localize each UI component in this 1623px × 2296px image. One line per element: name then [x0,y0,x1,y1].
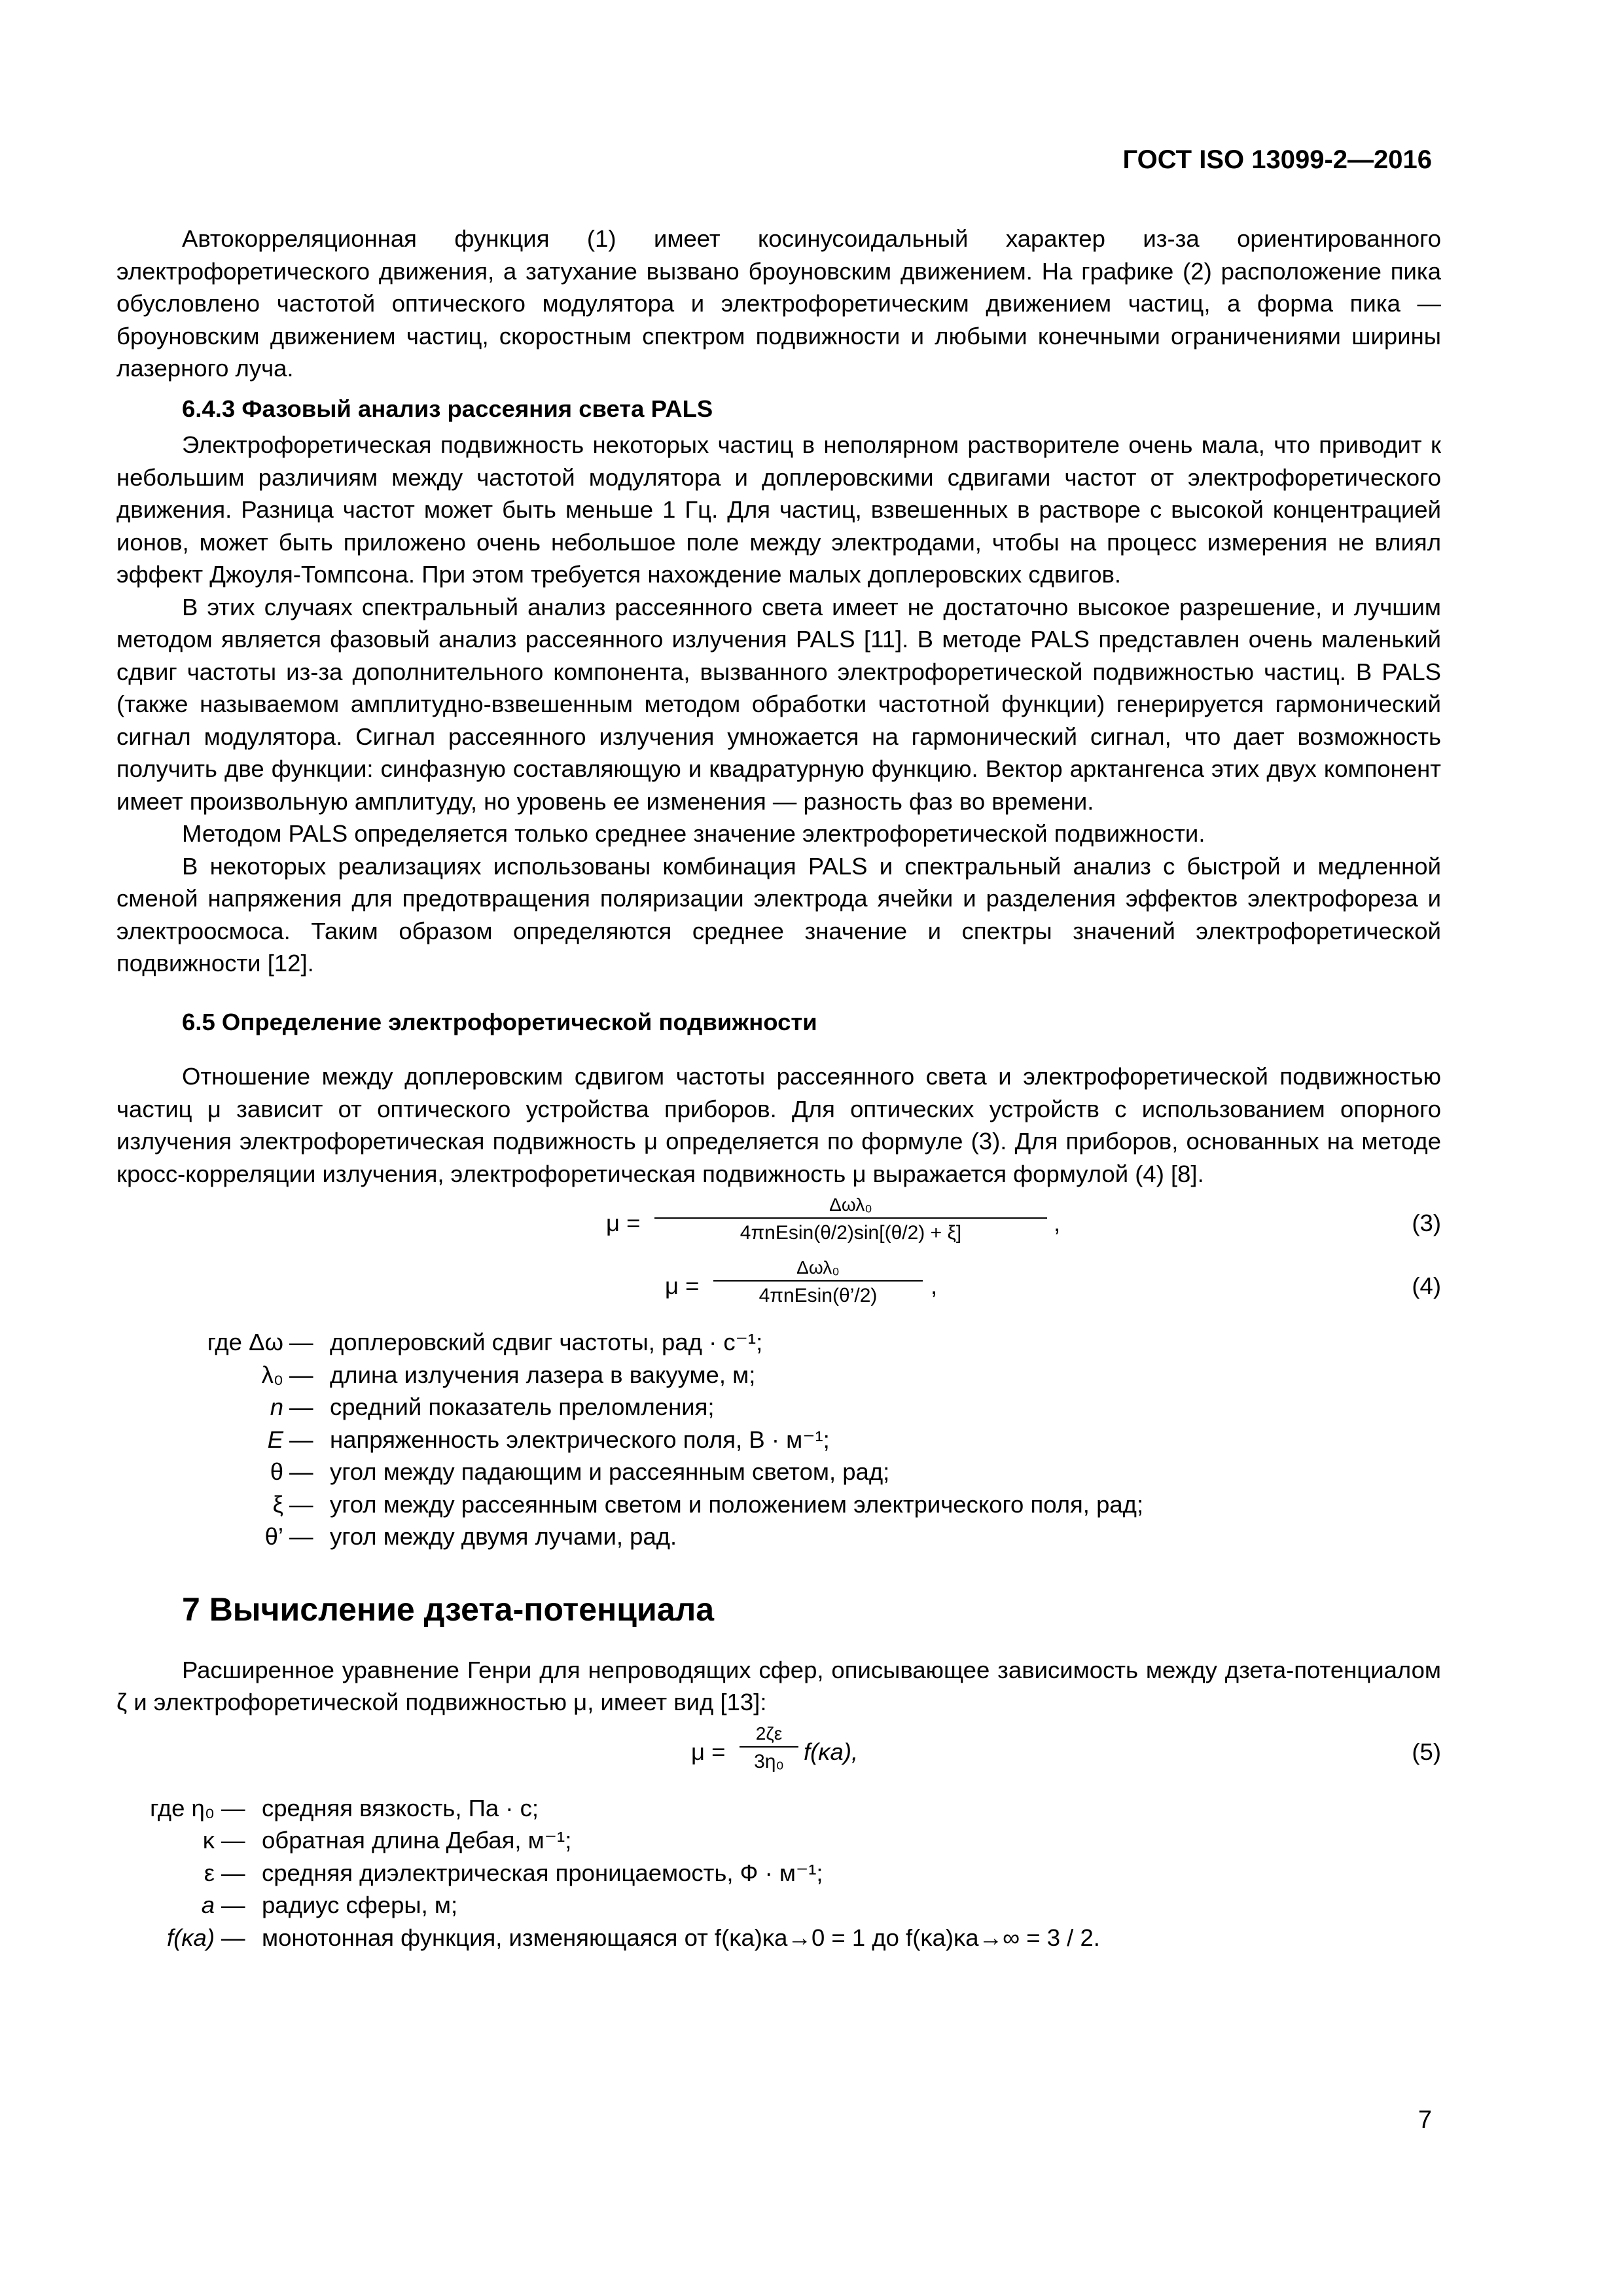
formula-4-lhs: μ = [665,1272,700,1299]
definition-text: длина излучения лазера в вакууме, м; [330,1361,756,1388]
definition-symbol: E [267,1426,283,1453]
paragraph-pals-mean: Методом PALS определяется только среднее значение электрофоретической подвижности. [182,820,1205,847]
definition-dash: — [289,1426,313,1453]
definition-text: угол между двумя лучами, рад. [330,1523,677,1550]
definition-dash: — [221,1827,245,1854]
definition-symbol: f(κa) [167,1924,215,1951]
paragraph-mobility-relation: Отношение между доплеровским сдвигом частоты рассеянного света и электрофоретической подвижностью частиц μ зависит от оптического устройства приборов. Для оптических устройств с использованием опорного излучения электрофоретическая подвижность μ определяется по формуле (3). Для приборов, основанных на методе кросс-корреляции излучения, электрофоретическая подвижность μ выражается формулой (4) [8]. [116,1063,1441,1187]
definition-text: средняя вязкость, Па · с; [262,1794,539,1821]
definition-symbol: κ [202,1827,215,1854]
definition-row [116,1792,1441,1825]
section-heading-6-5: 6.5 Определение электрофоретической подвижности [182,1008,817,1035]
definition-symbol: где η₀ [150,1794,215,1821]
definition-dash: — [221,1859,245,1886]
formula-4-fraction [713,1257,923,1309]
formula-3-4-definitions [116,1326,1441,1553]
definition-text: угол между рассеянным светом и положением электрического поля, рад; [330,1490,1144,1518]
definition-symbol: λ₀ [261,1361,283,1388]
definition-row [116,1857,1441,1890]
paragraph-pals-intro: Электрофоретическая подвижность некоторых частиц в неполярном растворителе очень мала, что приводит к небольшим различиям между частотой модулятора и доплеровскими сдвигами частот от электрофоретического движения. Разница частот может быть меньше 1 Гц. Для частиц, взвешенных в растворе с высокой концентрацией ионов, может быть приложено очень небольшое поле между электродами, чтобы на процесс измерения не влиял эффект Джоуля-Томпсона. При этом требуется нахождение малых доплеровских сдвигов. [116,431,1441,588]
paragraph-pals-method: В этих случаях спектральный анализ рассеянного света имеет не достаточно высокое разрешение, и лучшим методом является фазовый анализ рассеянного излучения PALS [11]. В методе PALS представлен очень маленький сдвиг частоты из-за дополнительного компонента, вызванного электрофоретической подвижностью частиц. В PALS (также называемом амплитудно-взвешенным методом обработки частотной функции) генерируется гармонический сигнал модулятора. Сигнал рассеянного излучения умножается на гармонический сигнал, что дает возможность получить две функции: синфазную составляющую и квадратурную функцию. Вектор арктангенса этих двух компонент имеет произвольную амплитуду, но уровень ее изменения — разность фаз во времени. [116,593,1441,815]
formula-3-denominator: 4πnEsin(θ/2)sin[(θ/2) + ξ] [740,1222,962,1244]
definition-row [116,1889,1441,1922]
definition-row [116,1359,1441,1391]
definition-row [116,1520,1441,1553]
definition-text: обратная длина Дебая, м⁻¹; [262,1827,572,1854]
definition-dash: — [221,1924,245,1951]
definition-text: средняя диэлектрическая проницаемость, Ф · м⁻¹; [262,1859,823,1886]
formula-5-number: (5) [1412,1738,1441,1765]
definition-text: доплеровский сдвиг частоты, рад · с⁻¹; [330,1329,763,1355]
formula-5-denominator: 3η₀ [754,1750,784,1772]
formula-5-numerator: 2ζε [740,1723,798,1748]
formula-3-fraction [654,1194,1047,1246]
definition-symbol: a [201,1892,215,1918]
formula-5-lhs: μ = [691,1738,726,1765]
formula-4-numerator: Δωλ₀ [713,1257,923,1282]
page-number: 7 [1418,2106,1432,2134]
formula-5-definitions [116,1792,1441,1954]
definition-text: монотонная функция, изменяющаяся от f(κa)κa→0 = 1 до f(κa)κa→∞ = 3 / 2. [262,1924,1100,1951]
definition-symbol: ε [204,1859,215,1886]
document-body [116,223,1441,1954]
definition-dash: — [289,1490,313,1518]
formula-4-number: (4) [1412,1272,1441,1299]
formula-3-lhs: μ = [606,1210,641,1236]
definition-dash: — [289,1361,313,1388]
paragraph-pals-combination: В некоторых реализациях использованы комбинация PALS и спектральный анализ с быстрой и медленной сменой напряжения для предотвращения поляризации электрода ячейки и разделения эффектов электрофореза и электроосмоса. Таким образом определяются среднее значение и спектры значений электрофоретической подвижности [12]. [116,852,1441,977]
definition-text: радиус сферы, м; [262,1892,458,1918]
definition-row [116,1424,1441,1456]
formula-5 [116,1723,1441,1785]
formula-3-numerator: Δωλ₀ [654,1194,1047,1219]
definition-dash: — [289,1393,313,1420]
section-heading-7: 7 Вычисление дзета-потенциала [182,1590,715,1628]
formula-5-fraction [740,1723,798,1775]
definition-symbol: где Δω [207,1329,283,1355]
definition-dash: — [289,1523,313,1550]
section-heading-6-4-3: 6.4.3 Фазовый анализ рассеяния света PALS [182,395,713,422]
definition-symbol: θ [270,1458,283,1485]
formula-3-number: (3) [1412,1210,1441,1236]
definition-row [116,1824,1441,1857]
definition-dash: — [221,1892,245,1918]
standard-header: ГОСТ ISO 13099-2—2016 [1122,145,1432,174]
definition-symbol: n [270,1393,283,1420]
formula-4 [116,1257,1441,1319]
definition-row [116,1326,1441,1359]
definition-row [116,1922,1441,1954]
definition-dash: — [221,1794,245,1821]
paragraph-henry-equation: Расширенное уравнение Генри для непроводящих сфер, описывающее зависимость между дзета-потенциалом ζ и электрофоретической подвижностью μ, имеет вид [13]: [116,1656,1441,1715]
definition-text: средний показатель преломления; [330,1393,715,1420]
paragraph-autocorrelation: Автокорреляционная функция (1) имеет косинусоидальный характер из-за ориентированного электрофоретического движения, а затухание вызвано броуновским движением. На графике (2) расположение пика обусловлено частотой оптического модулятора и электрофоретическим движением частиц, а форма пика — броуновским движением частиц, скоростным спектром подвижности и любыми конечными ограничениями ширины лазерного луча. [116,225,1441,382]
definition-text: напряженность электрического поля, В · м⁻¹; [330,1426,830,1453]
definition-dash: — [289,1329,313,1355]
formula-3 [116,1194,1441,1257]
definition-row [116,1488,1441,1521]
definition-row [116,1456,1441,1488]
formula-3-comma: , [1054,1210,1061,1236]
definition-symbol: ξ [272,1490,283,1518]
formula-4-comma: , [931,1272,938,1299]
definition-symbol: θ’ [264,1523,283,1550]
formula-4-denominator: 4πnEsin(θ’/2) [758,1285,878,1306]
definition-row [116,1391,1441,1424]
definition-text: угол между падающим и рассеянным светом, рад; [330,1458,890,1485]
formula-5-rhs: f(κa), [804,1738,859,1765]
definition-dash: — [289,1458,313,1485]
